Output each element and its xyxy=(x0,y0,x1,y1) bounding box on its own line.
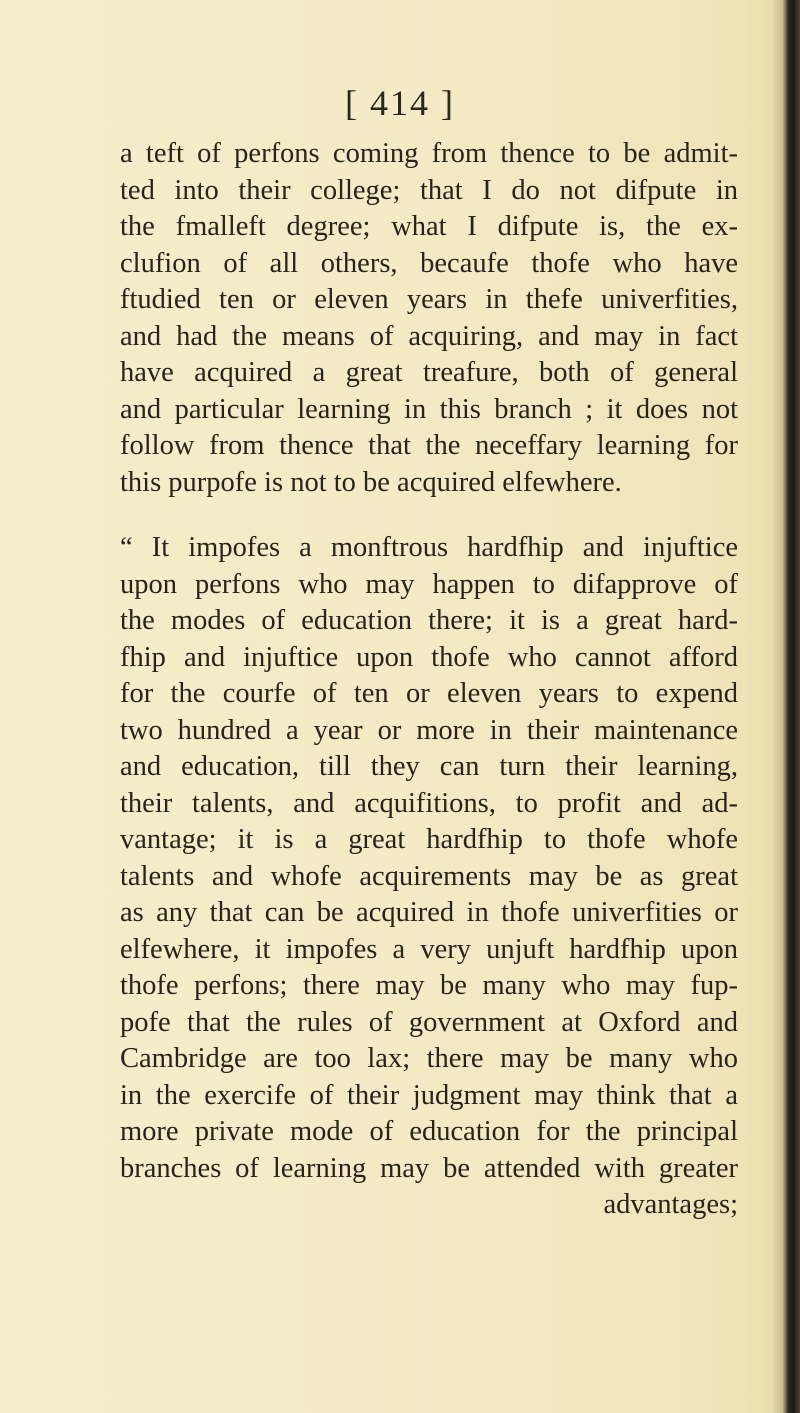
catchword: advantages; xyxy=(603,1189,738,1220)
text-line: thofe perfons; there may be many who may fup- xyxy=(120,970,738,1001)
text-line: pofe that the rules of government at Oxford and xyxy=(120,1006,738,1038)
book-edge xyxy=(782,0,800,1413)
text-line: and particular learning in this branch ; it does not xyxy=(120,393,738,425)
text-line: talents and whofe acquirements may be as great xyxy=(120,860,738,892)
text-line: fhip and injuftice upon thofe who cannot afford xyxy=(120,641,738,673)
text-line: follow from thence that the neceffary learning for xyxy=(120,430,738,461)
text-line: ftudied ten or eleven years in thefe univerfities, xyxy=(120,284,738,315)
text-line: in the exercife of their judgment may think that a xyxy=(120,1079,738,1111)
text-line: the modes of education there; it is a great hard- xyxy=(120,605,738,636)
text-line: ted into their college; that I do not difpute in xyxy=(120,174,738,206)
page-gutter-shadow xyxy=(772,0,782,1413)
text-line: Cambridge are too lax; there may be many who xyxy=(120,1043,738,1074)
page-body xyxy=(120,136,738,1224)
text-line: branches of learning may be attended with greater xyxy=(120,1152,738,1184)
text-line: their talents, and acquifitions, to profit and ad- xyxy=(120,787,738,819)
text-line: more private mode of education for the principal xyxy=(120,1116,738,1147)
paragraph-gap xyxy=(120,501,738,530)
text-line: two hundred a year or more in their maintenance xyxy=(120,714,738,746)
text-line: as any that can be acquired in thofe univerfities or xyxy=(120,897,738,928)
text-line: have acquired a great treafure, both of general xyxy=(120,357,738,388)
text-line: “ It impofes a monftrous hardfhip and injuftice xyxy=(120,532,738,563)
text-line: and education, till they can turn their learning, xyxy=(120,751,738,782)
text-line: and had the means of acquiring, and may in fact xyxy=(120,320,738,352)
text-line: a teft of perfons coming from thence to be admit- xyxy=(120,138,738,169)
text-line: for the courfe of ten or eleven years to expend xyxy=(120,678,738,709)
text-line: this purpofe is not to be acquired elfewhere. xyxy=(120,466,622,498)
page-number-header: [ 414 ] xyxy=(345,83,455,123)
text-line: clufion of all others, becaufe thofe who have xyxy=(120,247,738,279)
paragraph-1 xyxy=(120,136,738,501)
text-line: elfewhere, it impofes a very unjuft hardfhip upon xyxy=(120,933,738,965)
paragraph-2 xyxy=(120,530,738,1224)
text-line: vantage; it is a great hardfhip to thofe whofe xyxy=(120,824,738,855)
text-line: the fmalleft degree; what I difpute is, the ex- xyxy=(120,211,738,242)
text-line: upon perfons who may happen to difapprove of xyxy=(120,568,738,600)
